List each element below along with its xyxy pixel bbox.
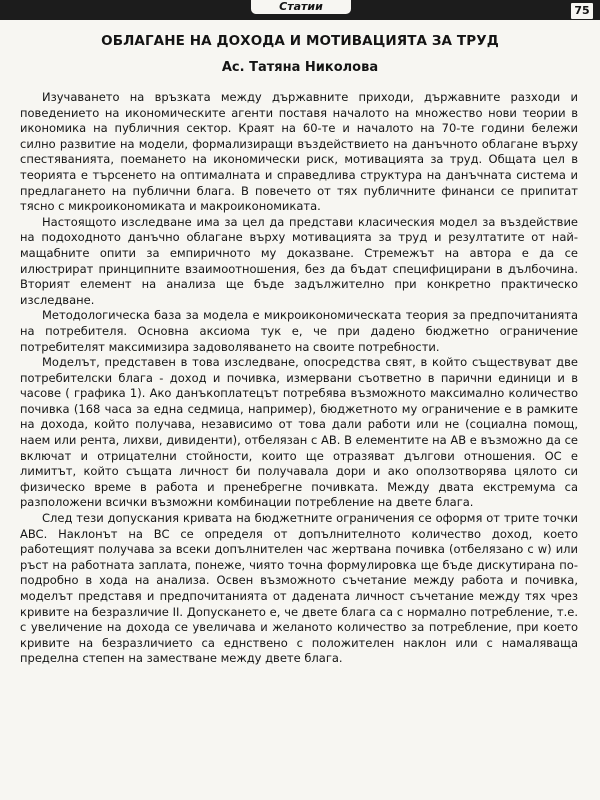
page-number: 75 <box>570 2 594 20</box>
article-author: Ас. Татяна Николова <box>221 60 379 75</box>
section-label: Статии <box>250 0 352 15</box>
paragraph: Изучаването на връзката между държавните приходи, държавните разходи и поведението на икономическите агенти поставя началото на множество нови теории в икономика на публичния сектор. Краят на 60-те и началото на 70-те години бележи силно развитие на модели, формализиращи въздействието на данъчното облагане върху спестяванията, поемането на икономически риск, мотивацията за труд. Общата цел в теорията е търсенето на оптималната и справедлива структура на данъчната система и предлагането на публични блага. В повечето от тях публичните финанси се припитат тясно с микроикономиката и макроикономиката. <box>20 90 578 214</box>
article-body <box>20 90 578 667</box>
paragraph: Настоящото изследване има за цел да представи класическия модел за въздействие на подоходното данъчно облагане върху мотивацията за труд и резултатите от най-мащабните опити за емпиричното му доказване. Стремежът на автора е да се илюстрират принципните взаимоотношения, без да бъдат специфицирани в дълбочина. Вторият елемент на анализа ще бъде задължително при конкретно практическо изследване. <box>20 214 578 307</box>
page-header <box>0 0 600 20</box>
paragraph: След тези допускания кривата на бюджетните ограничения се оформя от трите точки ABC. Наклонът на BC се определя от допълнителното количество доход, което работещият получава за всеки допълнителен час жертвана почивка (отбелязано с w) или ръст на работната заплата, понеже, чиято точна формулировка ще бъде дискутирана по-подробно в хода на анализа. Освен възможното съчетание между работа и почивка, моделът представя и предпочитанията от дадената личност съчетание между тях чрез кривите на безразличие II. Допускането е, че двете блага са с нормално потребление, т.е. с увеличение на дохода се увеличава и желаното количество за потребление, при което кривите на безразличието са еднствено с положителен наклон или с намаляваща пределна степен на заместване между двете блага. <box>20 511 578 666</box>
paragraph: Моделът, представен в това изследване, опосредства свят, в който съществуват две потребителски блага - доход и почивка, измервани съответно в парични единици и в часове ( графика 1). Ако данъкоплатецът потребява възможното максимално количество почивка (168 часа за една седмица, например), бюджетното му ограничение е в рамките на дохода, който получава, независимо от това дали работи или не (социална помощ, наем или рента, лихви, дивиденти), отбелязан с AB. В елементите на AB е възможно да се включат и отрицателни стойности, които ще отразяват дългови отношения. OC е лимитът, който същата личност би получавала дори и ако оползотворява цялото си физическо време в работа и пренебрегне почивката. Между двата екстремума са разположени всички възможни комбинации потребление на двете блага. <box>20 355 578 510</box>
article-title: ОБЛАГАНЕ НА ДОХОДА И МОТИВАЦИЯТА ЗА ТРУД <box>101 33 499 49</box>
paragraph: Методологическа база за модела е микроикономическата теория за предпочитанията на потребителя. Основна аксиома тук е, че при дадено бюджетно ограничение потребителят максимизира задоволяването на своите потребности. <box>20 308 578 354</box>
